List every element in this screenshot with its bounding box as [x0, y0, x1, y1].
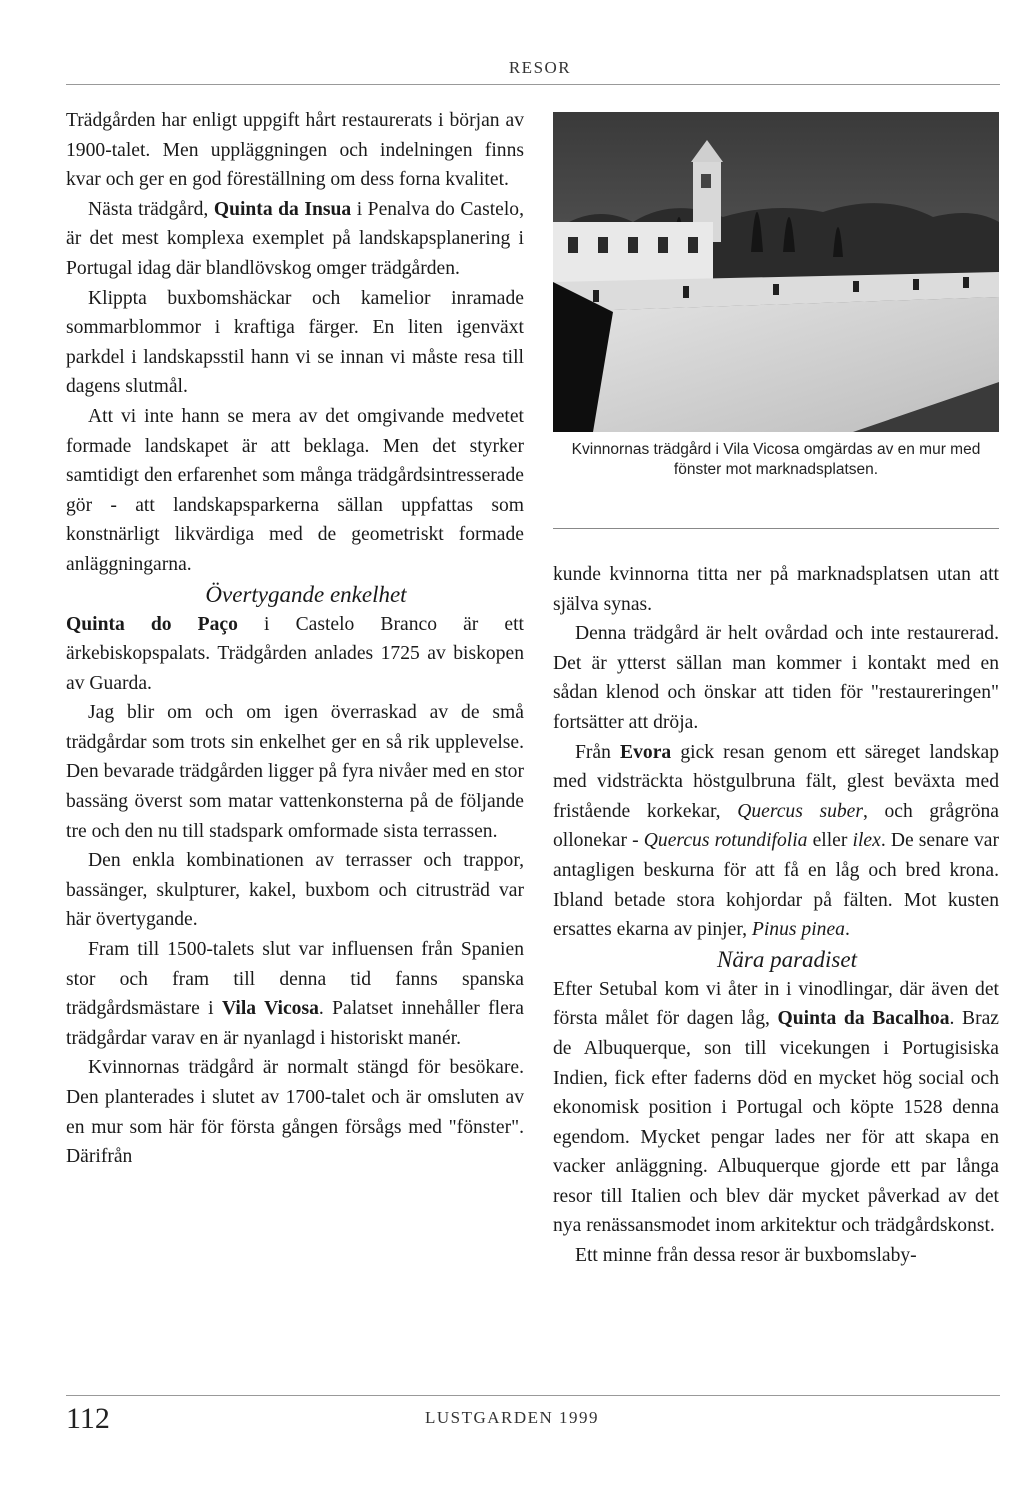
garden-photo — [553, 112, 999, 432]
footer-divider — [66, 1395, 1000, 1396]
paragraph: Från Evora gick resan genom ett säreget landskap med vidsträckta höstgulbruna fält, glest beväxta med fristående korkekar, Quercus suber, och grågröna ollonekar - Quercus rotundifolia eller ilex. De senare var antagligen beskurna för att få en låg och bred krona. Ibland betade stora kohjordar på fälten. Mot kusten ersattes ekarna av pinjer, Pinus pinea. — [553, 741, 1000, 941]
paragraph: Att vi inte hann se mera av det omgivande medvetet formade landskapet är att beklaga. Men det styrker samtidigt den erfarenhet som många trädgårdsintresserade gör - att landskapsparkerna sällan uppfattas som konstnärligt likvärdiga med de geometriskt formade anläggningarna. — [66, 405, 524, 575]
paragraph: Kvinnornas trädgård är normalt stängd för besökare. Den planterades i slutet av 1700-talet och är omsluten av en mur som här för första gången försågs med "fönster". Därifrån — [66, 1057, 524, 1168]
header-divider — [66, 84, 1000, 85]
species-name: ilex — [852, 830, 881, 852]
place-name: Vila Vicosa — [221, 998, 319, 1020]
paragraph: Den enkla kombinationen av terrasser och trappor, bassänger, skulpturer, kakel, buxbom och citrusträd var här övertygande. — [66, 850, 524, 931]
paragraph: Denna trädgård är helt ovårdad och inte restaurerad. Det är ytterst sällan man kommer i kontakt med en sådan klenod och önskar att tiden för "restaureringen" fortsätter att dröja. — [553, 623, 999, 733]
species-name: Quercus rotundifolia — [643, 830, 808, 852]
section-subheading: Övertygande enkelhet — [205, 581, 407, 607]
place-name: Evora — [620, 741, 672, 763]
caption-divider — [553, 528, 999, 529]
section-subheading: Nära paradiset — [717, 946, 857, 972]
running-header: RESOR — [508, 58, 572, 77]
paragraph: Klippta buxbomshäckar och kamelior inramade sommarblommor i kraftiga färger. En liten igenväxt parkdel i landskapsstil hann vi se innan vi måste resa till dagens slutmål. — [66, 287, 524, 398]
place-name: Quinta do Paço — [66, 613, 238, 635]
garden-photo-illustration — [553, 112, 999, 432]
page-number: 112 — [66, 1402, 110, 1435]
paragraph: kunde kvinnorna titta ner på marknadsplatsen utan att själva synas. — [553, 564, 999, 615]
paragraph: Quinta do Paço i Castelo Branco är ett ärkebiskopspalats. Trädgården anlades 1725 av biskopen av Guarda. — [66, 613, 524, 694]
species-name: Quercus suber — [737, 800, 863, 822]
right-column — [553, 560, 999, 1271]
paragraph: Ett minne från dessa resor är buxbomslaby- — [575, 1245, 917, 1267]
place-name: Quinta da Insua — [213, 198, 352, 220]
paragraph: Efter Setubal kom vi åter in i vinodlingar, där även det första målet för dagen låg, Quinta da Bacalhoa. Braz de Albuquerque, son till vicekungen i Portugisiska Indien, fick efter faderns död en mycket hög social och ekonomisk position i Portugal och köpte 1528 denna egendom. Mycket pengar lades ner för att skapa en vacker anläggning. Albuquerque gjorde ett par långa resor till Italien och blev där mycket påverkad av det nya renässansmodet inom arkitektur och trädgårdskonst. — [553, 978, 999, 1237]
magazine-footer: LUSTGARDEN 1999 — [424, 1408, 600, 1427]
paragraph: Jag blir om och om igen överraskad av de små trädgårdar som trots sin enkelhet ger en så rik upplevelse. Den bevarade trädgården ligger på fyra nivåer med en stor bassäng överst som matar vattenkonsterna på de följande tre och den nu till stadspark omformade sista terrassen. — [66, 702, 524, 842]
left-column — [66, 106, 524, 1172]
species-name: Pinus pinea — [751, 919, 845, 941]
paragraph: Nästa trädgård, Quinta da Insua i Penalva do Castelo, är det mest komplexa exemplet på landskapsplanering i Portugal idag där blandlövskog omger trädgården. — [66, 198, 524, 279]
paragraph: Fram till 1500-talets slut var influensen från Spanien stor och fram till denna tid fanns spanska trädgårdsmästare i Vila Vicosa. Palatset innehåller flera trädgårdar varav en är nyanlagd i historiskt manér. — [66, 939, 524, 1049]
photo-caption: Kvinnornas trädgård i Vila Vicosa omgärdas av en mur med fönster mot marknadsplatsen. — [571, 441, 981, 478]
paragraph: Trädgården har enligt uppgift hårt restaurerats i början av 1900-talet. Men uppläggningen och indelningen finns kvar och ger en god föreställning om dess forna kvalitet. — [66, 110, 524, 191]
place-name: Quinta da Bacalhoa — [777, 1008, 950, 1030]
